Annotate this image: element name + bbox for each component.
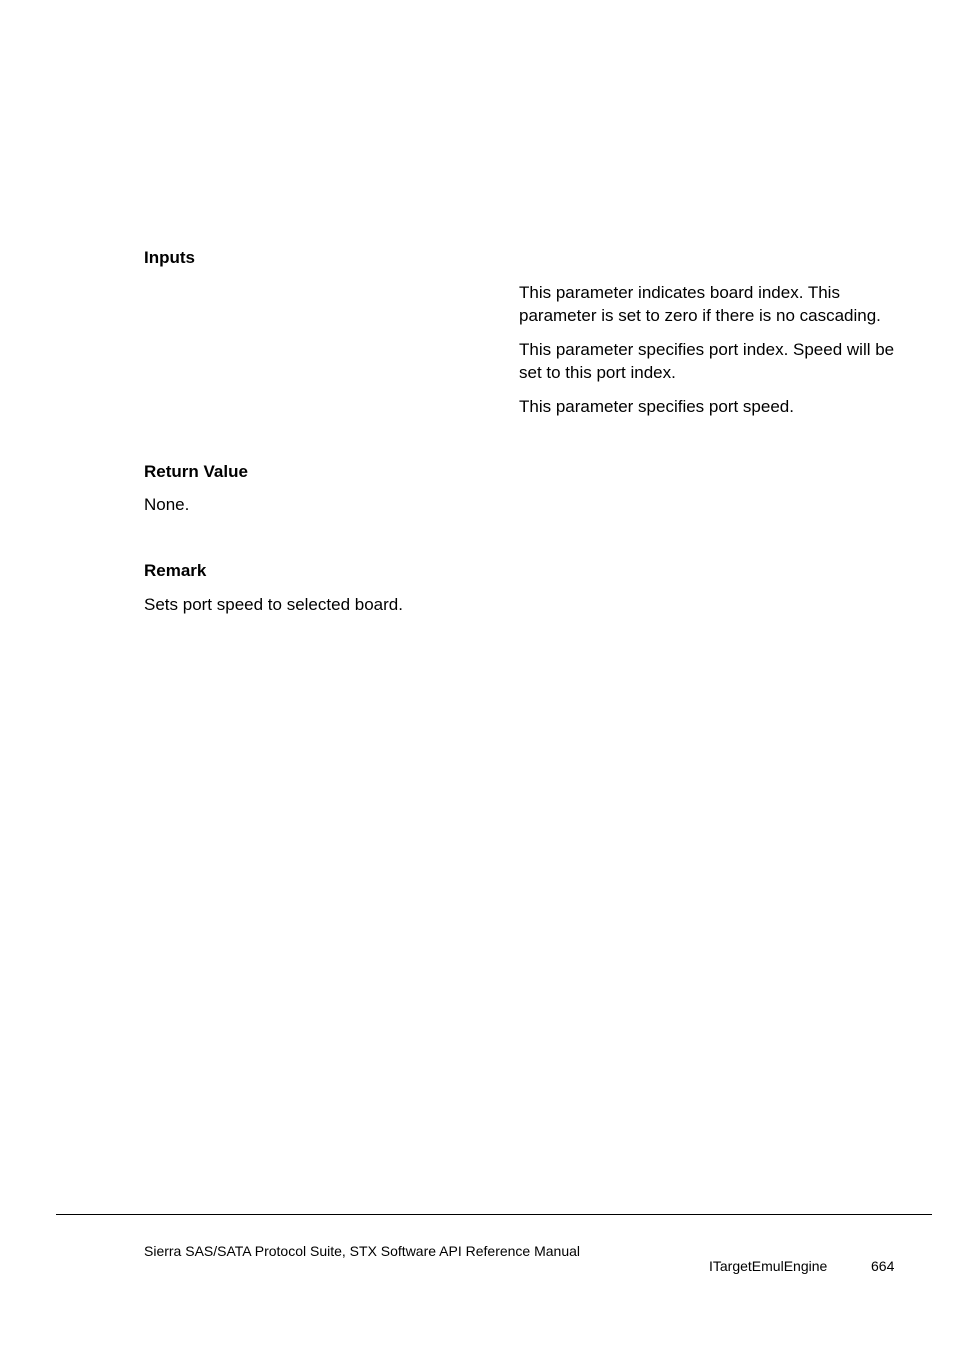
param-description-board-index: This parameter indicates board index. This parameter is set to zero if there is no cascading. — [519, 283, 881, 325]
footer-manual-title: Sierra SAS/SATA Protocol Suite, STX Software API Reference Manual — [144, 1243, 581, 1259]
footer-section-name: ITargetEmulEngine — [709, 1258, 828, 1274]
param-description-port-speed: This parameter specifies port speed. — [519, 397, 794, 416]
param-description-port-index: This parameter specifies port index. Speed will be set to this port index. — [519, 340, 895, 382]
inputs-heading: Inputs — [144, 248, 195, 267]
footer-page-number: 664 — [871, 1258, 895, 1274]
remark-text: Sets port speed to selected board. — [144, 595, 403, 614]
return-value-text: None. — [144, 495, 190, 514]
return-value-heading: Return Value — [144, 462, 248, 481]
footer-divider — [56, 1214, 932, 1215]
remark-heading: Remark — [144, 561, 207, 580]
